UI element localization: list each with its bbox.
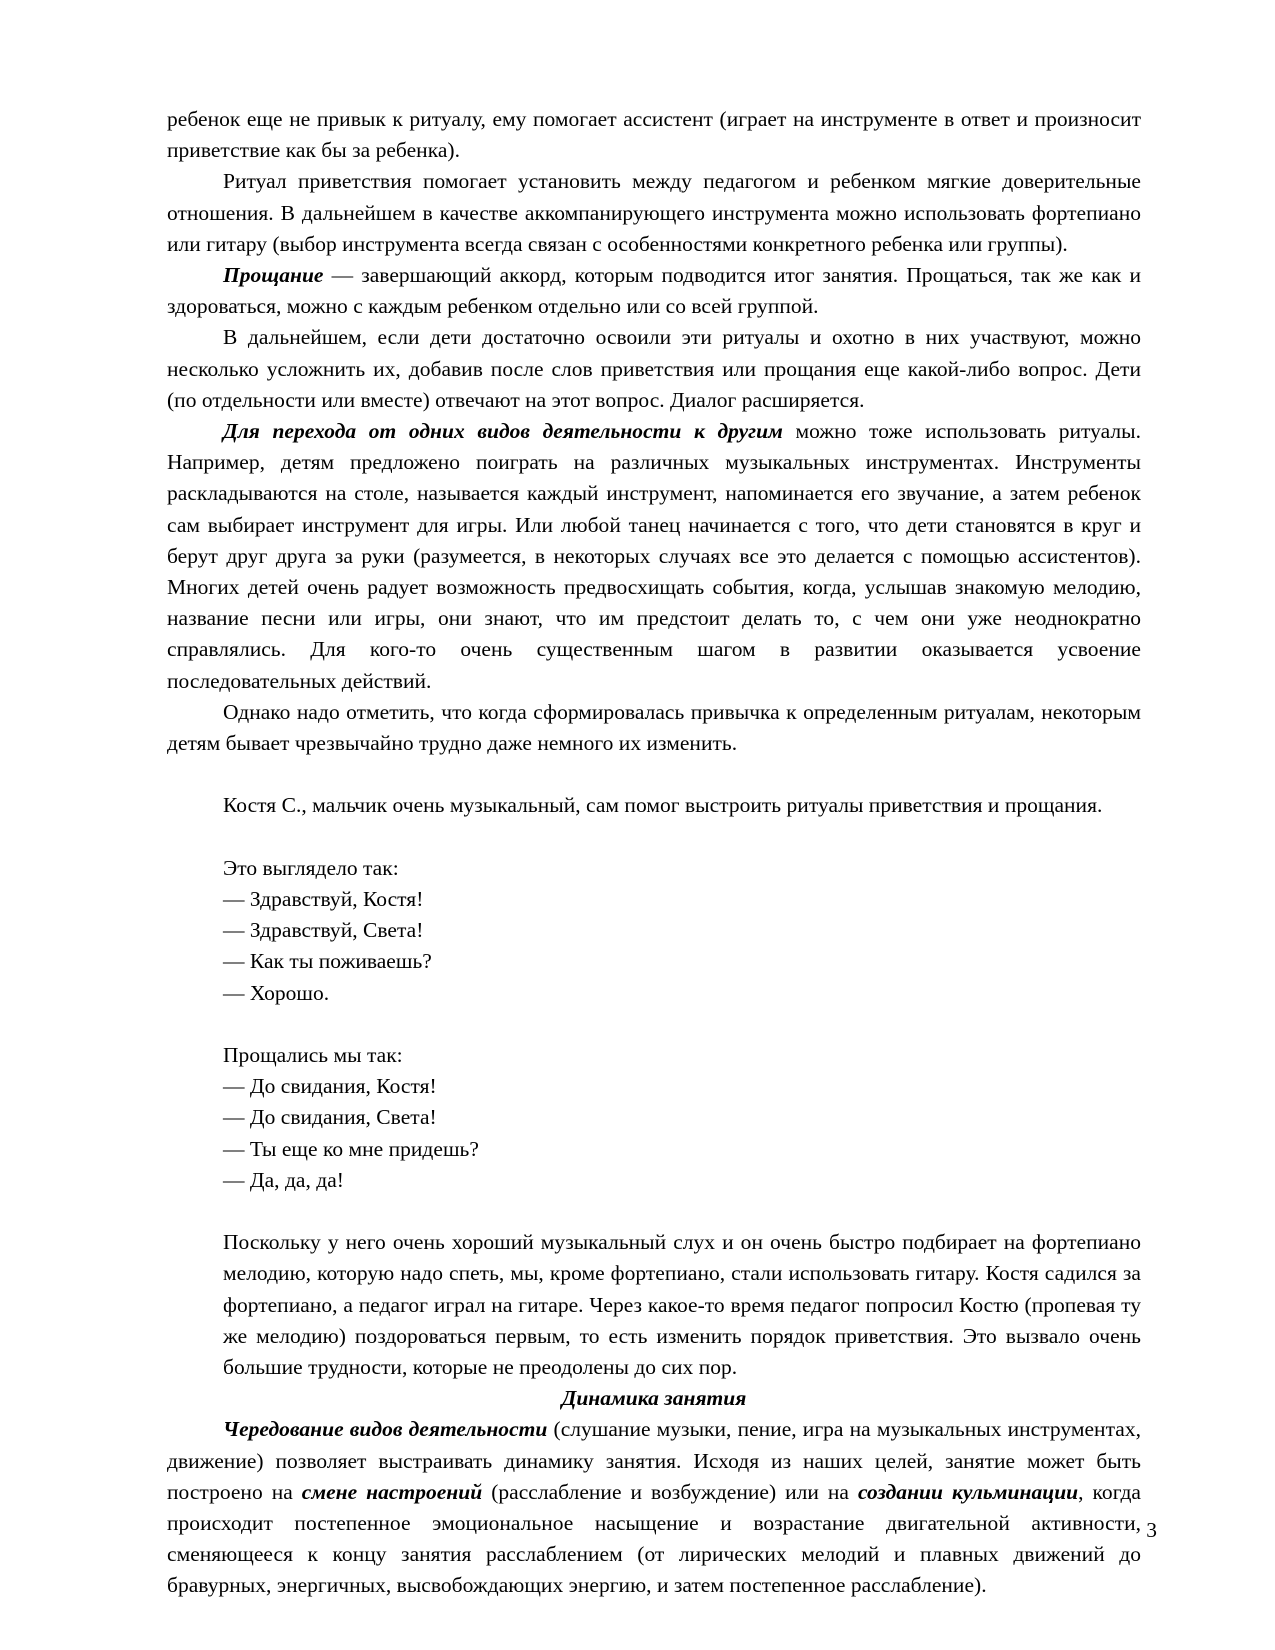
vertical-spacer: [223, 822, 1141, 853]
emphasis-climax-creation: создании кульминации: [857, 1479, 1079, 1504]
farewell-dialog-header: Прощались мы так:: [223, 1043, 403, 1068]
dialog-line: — Здравствуй, Света!: [223, 918, 424, 943]
paragraph-part-2: (расслабление и возбуждение) или на: [482, 1479, 858, 1504]
dialog-line: — Как ты поживаешь?: [223, 949, 432, 974]
page-number: 3: [1146, 1518, 1157, 1542]
paragraph-continuation: ребенок еще не привык к ритуалу, ему помогает ассистент (играет на инструменте в ответ и произносит приветствие как бы за ребенка).: [167, 107, 1141, 163]
dialog-line: — До свидания, Костя!: [223, 1074, 437, 1099]
paragraph-transitions-text: можно тоже использовать ритуалы. Например, детям предложено поиграть на различных музыкальных инструментах. Инструменты раскладываются на столе, называется каждый инструмент, напоминается его звучание, а затем ребенок сам выбирает инструмент для игры. Или любой танец начинается с того, что дети становятся в круг и берут друг друга за руки (разумеется, в некоторых случаях все это делается с помощью ассистентов). Многих детей очень радует возможность предвосхищать события, когда, услышав знакомую мелодию, название песни или игры, они знают, что им предстоит делать то, с чем они уже неоднократно справлялись. Для кого-то очень существенным шагом в развитии оказывается усвоение последовательных действий.: [167, 419, 1141, 693]
vertical-spacer: [223, 1196, 1141, 1227]
case-study-block: [167, 790, 1141, 1383]
lead-term-alternation: Чередование видов деятельности: [223, 1417, 548, 1442]
lead-term-proschanie: Прощание: [223, 263, 324, 288]
dialog-line: — Ты еще ко мне придешь?: [223, 1136, 479, 1161]
vertical-spacer: [167, 759, 1141, 790]
paragraph-farewell: [167, 260, 1141, 322]
dialog-line: — Да, да, да!: [223, 1167, 344, 1192]
paragraph-complication: В дальнейшем, если дети достаточно освоили эти ритуалы и охотно в них участвуют, можно несколько усложнить их, добавив после слов приветствия или прощания еще какой-либо вопрос. Дети (по отдельности или вместе) отвечают на этот вопрос. Диалог расширяется.: [167, 325, 1141, 412]
dialog-line: — Здравствуй, Костя!: [223, 887, 424, 912]
paragraph-transitions: [167, 416, 1141, 697]
paragraph-farewell-text: — завершающий аккорд, которым подводится итог занятия. Прощаться, так же как и здороваться, можно с каждым ребенком отдельно или со всей группой.: [167, 263, 1141, 319]
paragraph-greeting-ritual: Ритуал приветствия помогает установить между педагогом и ребенком мягкие доверительные отношения. В дальнейшем в качестве аккомпанирующего инструмента можно использовать фортепиано или гитару (выбор инструмента всегда связан с особенностями конкретного ребенка или группы).: [167, 169, 1141, 256]
page-content: [167, 104, 1141, 1602]
lead-term-transitions: Для перехода от одних видов деятельности к другим: [223, 419, 783, 444]
greeting-dialog-header: Это выглядело так:: [223, 855, 399, 880]
case-study-intro: Костя С., мальчик очень музыкальный, сам помог выстроить ритуалы приветствия и прощания.: [223, 793, 1103, 818]
section-heading-dynamics: Динамика занятия: [561, 1386, 747, 1411]
dialog-line: — До свидания, Света!: [223, 1105, 437, 1130]
case-study-outro: Поскольку у него очень хороший музыкальный слух и он очень быстро подбирает на фортепиано мелодию, которую надо спеть, мы, кроме фортепиано, стали использовать гитару. Костя садился за фортепиано, а педагог играл на гитаре. Через какое-то время педагог попросил Костю (пропевая ту же мелодию) поздороваться первым, то есть изменить порядок приветствия. Это вызвало очень большие трудности, которые не преодолены до сих пор.: [223, 1230, 1141, 1380]
paragraph-part-1: (слушание музыки, пение, игра на музыкальных инструментах, движение) позволяет выстраивать динамику занятия. Исходя из наших целей, занятие может быть построено на: [167, 1417, 1141, 1504]
vertical-spacer: [223, 1009, 1141, 1040]
paragraph-activity-alternation: [167, 1414, 1141, 1601]
paragraph-habit-note: Однако надо отметить, что когда сформировалась привычка к определенным ритуалам, некоторым детям бывает чрезвычайно трудно даже немного их изменить.: [167, 699, 1141, 756]
dialog-line: — Хорошо.: [223, 980, 330, 1005]
paragraph-part-3: , когда происходит постепенное эмоциональное насыщение и возрастание двигательной активности, сменяющееся к концу занятия расслаблением (от лирических мелодий и плавных движений до бравурных, энергичных, высвобождающих энергию, и затем постепенное расслабление).: [167, 1479, 1141, 1598]
emphasis-mood-change: смене настроений: [301, 1479, 483, 1504]
